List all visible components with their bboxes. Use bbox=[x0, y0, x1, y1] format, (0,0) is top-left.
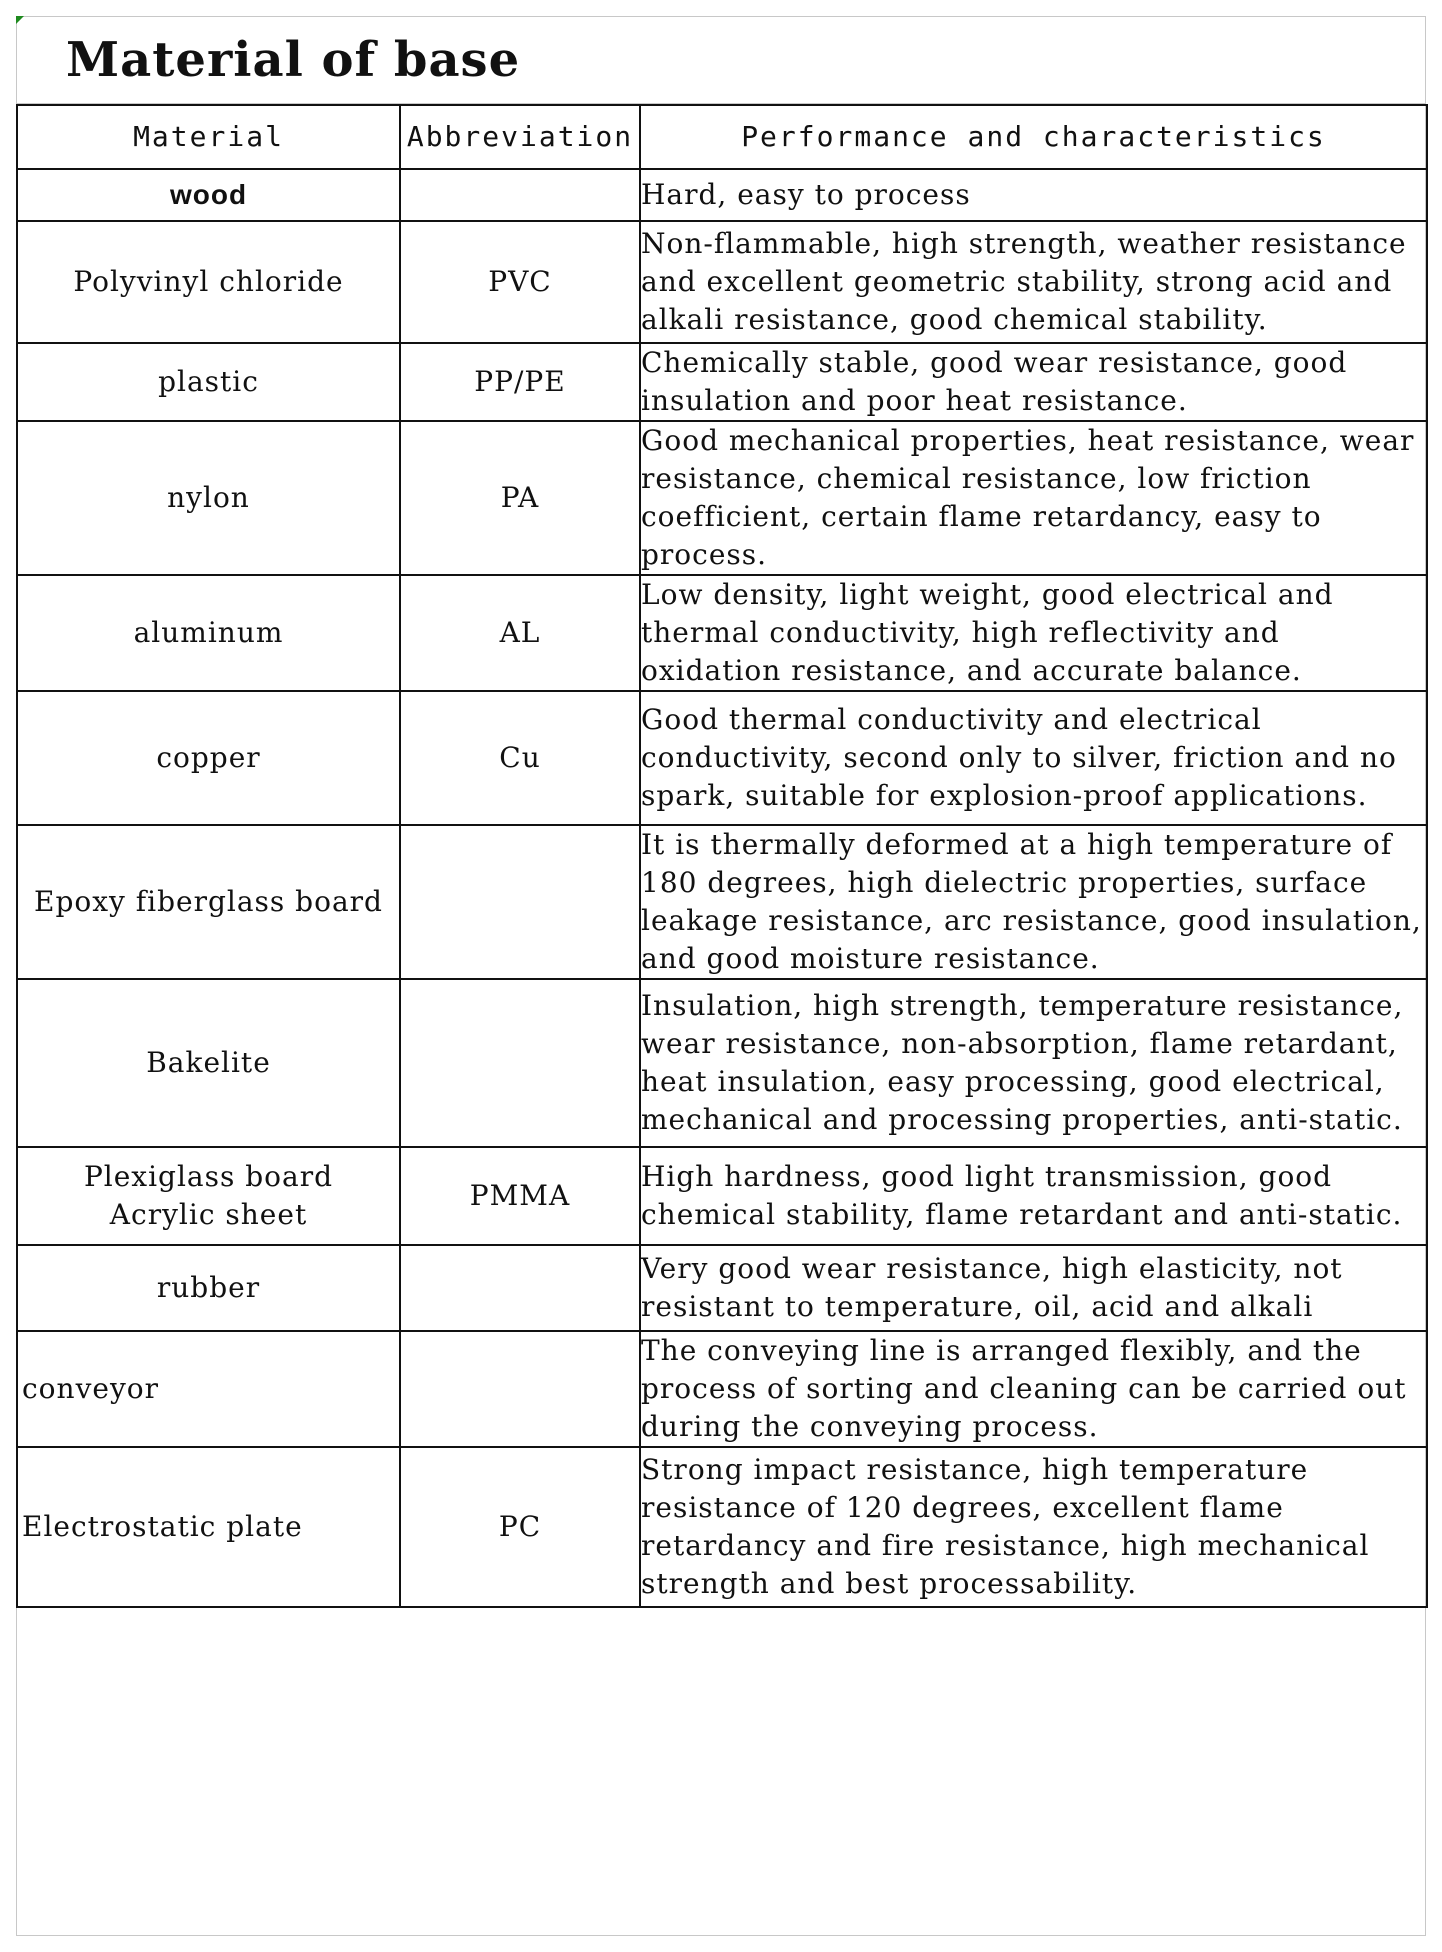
material-cell: plastic bbox=[17, 343, 400, 421]
header-abbreviation: Abbreviation bbox=[400, 105, 640, 169]
abbreviation-cell: PVC bbox=[400, 221, 640, 343]
abbreviation-cell: PMMA bbox=[400, 1147, 640, 1245]
title-bar bbox=[16, 16, 1426, 104]
material-name-line: Plexiglass board bbox=[83, 1160, 334, 1193]
performance-cell: Good thermal conductivity and electrical conductivity, second only to silver, friction and no spark, suitable for explosion-proof applications. bbox=[640, 691, 1427, 825]
table-row bbox=[17, 691, 1427, 825]
performance-cell: Non-flammable, high strength, weather resistance and excellent geometric stability, strong acid and alkali resistance, good chemical stability. bbox=[640, 221, 1427, 343]
material-cell: wood bbox=[17, 169, 400, 221]
abbreviation-cell bbox=[400, 825, 640, 979]
material-cell: Polyvinyl chloride bbox=[17, 221, 400, 343]
performance-cell: Very good wear resistance, high elasticity, not resistant to temperature, oil, acid and alkali bbox=[640, 1245, 1427, 1331]
abbreviation-cell bbox=[400, 1245, 640, 1331]
table-row bbox=[17, 343, 1427, 421]
performance-cell: Chemically stable, good wear resistance, good insulation and poor heat resistance. bbox=[640, 343, 1427, 421]
table-row bbox=[17, 825, 1427, 979]
material-cell bbox=[17, 1147, 400, 1245]
performance-cell: Insulation, high strength, temperature resistance, wear resistance, non-absorption, flame retardant, heat insulation, easy processing, good electrical, mechanical and processing properties, anti-static. bbox=[640, 979, 1427, 1147]
performance-cell: The conveying line is arranged flexibly, and the process of sorting and cleaning can be carried out during the conveying process. bbox=[640, 1331, 1427, 1447]
abbreviation-cell: PA bbox=[400, 421, 640, 575]
table-row bbox=[17, 421, 1427, 575]
table-row bbox=[17, 979, 1427, 1147]
table-row bbox=[17, 1331, 1427, 1447]
table-row bbox=[17, 1147, 1427, 1245]
abbreviation-cell: PC bbox=[400, 1447, 640, 1607]
abbreviation-cell: AL bbox=[400, 575, 640, 691]
header-material: Material bbox=[17, 105, 400, 169]
table-row bbox=[17, 1245, 1427, 1331]
abbreviation-cell bbox=[400, 1331, 640, 1447]
table-row bbox=[17, 575, 1427, 691]
material-cell: Epoxy fiberglass board bbox=[17, 825, 400, 979]
abbreviation-cell bbox=[400, 169, 640, 221]
performance-cell: Strong impact resistance, high temperature resistance of 120 degrees, excellent flame retardancy and fire resistance, high mechanical strength and best processability. bbox=[640, 1447, 1427, 1607]
material-cell: copper bbox=[17, 691, 400, 825]
performance-cell: High hardness, good light transmission, good chemical stability, flame retardant and anti-static. bbox=[640, 1147, 1427, 1245]
abbreviation-cell bbox=[400, 979, 640, 1147]
table-row bbox=[17, 1447, 1427, 1607]
performance-cell: Good mechanical properties, heat resistance, wear resistance, chemical resistance, low friction coefficient, certain flame retardancy, easy to process. bbox=[640, 421, 1427, 575]
performance-cell: It is thermally deformed at a high temperature of 180 degrees, high dielectric properties, surface leakage resistance, arc resistance, good insulation, and good moisture resistance. bbox=[640, 825, 1427, 979]
abbreviation-cell: Cu bbox=[400, 691, 640, 825]
material-cell: Bakelite bbox=[17, 979, 400, 1147]
material-cell: nylon bbox=[17, 421, 400, 575]
materials-table bbox=[16, 104, 1428, 1608]
page-title: Material of base bbox=[66, 32, 521, 88]
material-name-line: Acrylic sheet bbox=[109, 1198, 308, 1231]
performance-cell: Low density, light weight, good electrical and thermal conductivity, high reflectivity and oxidation resistance, and accurate balance. bbox=[640, 575, 1427, 691]
performance-cell: Hard, easy to process bbox=[640, 169, 1427, 221]
material-cell: conveyor bbox=[17, 1331, 400, 1447]
table-row bbox=[17, 169, 1427, 221]
material-cell: Electrostatic plate bbox=[17, 1447, 400, 1607]
header-row bbox=[17, 105, 1427, 169]
material-cell: aluminum bbox=[17, 575, 400, 691]
header-performance: Performance and characteristics bbox=[640, 105, 1427, 169]
abbreviation-cell: PP/PE bbox=[400, 343, 640, 421]
material-cell: rubber bbox=[17, 1245, 400, 1331]
table-row bbox=[17, 221, 1427, 343]
